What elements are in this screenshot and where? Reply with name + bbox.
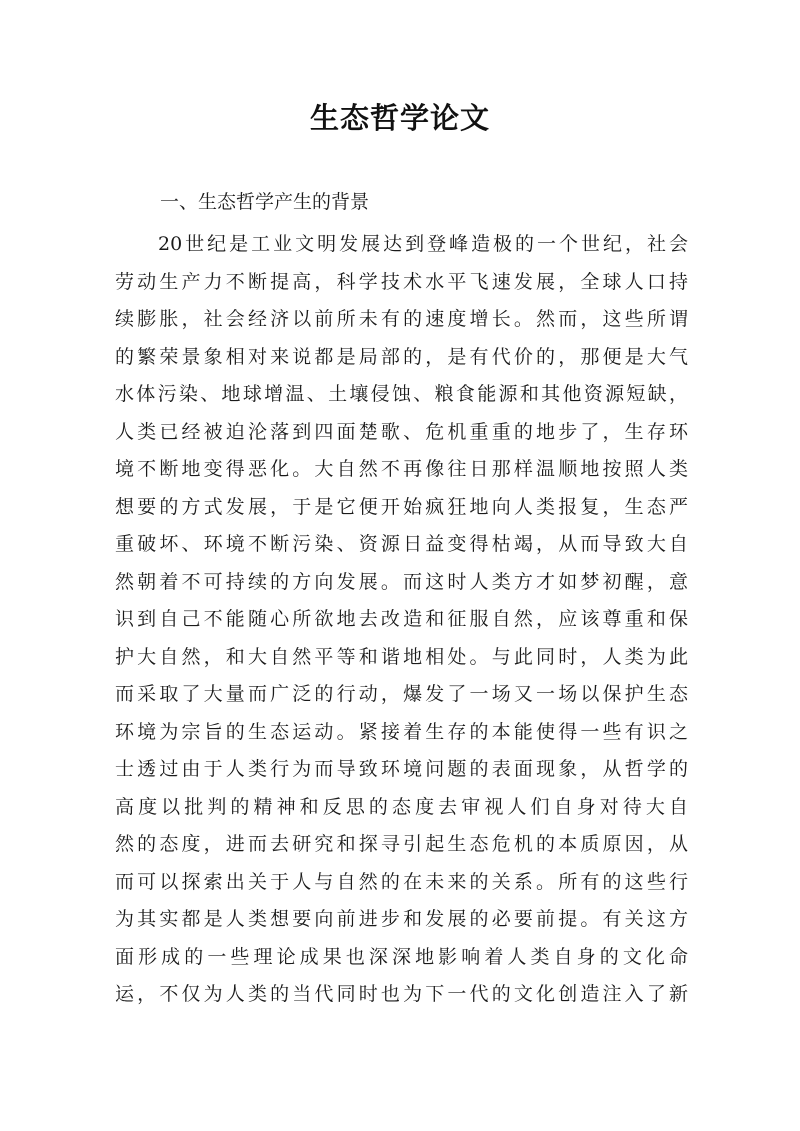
paragraph-line: 续膨胀，社会经济以前所未有的速度增长。然而，这些所谓 <box>115 308 688 330</box>
paragraph-line: 的繁荣景象相对来说都是局部的，是有代价的，那便是大气 <box>115 345 688 368</box>
paragraph-line: 面形成的一些理论成果也深深地影响着人类自身的文化命 <box>115 945 688 968</box>
paragraph-line: 为其实都是人类想要向前进步和发展的必要前提。有关这方 <box>115 908 688 930</box>
paragraph-line: 然的态度，进而去研究和探寻引起生态危机的本质原因，从 <box>115 833 688 855</box>
paragraph-line: 想要的方式发展，于是它便开始疯狂地向人类报复，生态严 <box>115 495 688 518</box>
paragraph-line: 护大自然，和大自然平等和谐地相处。与此同时，人类为此 <box>115 645 688 668</box>
paragraph-line: 而采取了大量而广泛的行动，爆发了一场又一场以保护生态 <box>115 683 688 705</box>
paragraph-line: 识到自己不能随心所欲地去改造和征服自然，应该尊重和保 <box>115 608 688 630</box>
paragraph-line: 运，不仅为人类的当代同时也为下一代的文化创造注入了新 <box>115 983 688 1005</box>
paragraph-line: 环境为宗旨的生态运动。紧接着生存的本能使得一些有识之 <box>115 720 688 743</box>
paragraph-line: 而可以探索出关于人与自然的在未来的关系。所有的这些行 <box>115 870 688 893</box>
document-title: 生态哲学论文 <box>309 101 490 135</box>
paragraph-line: 水体污染、地球增温、土壤侵蚀、粮食能源和其他资源短缺， <box>115 383 688 405</box>
paragraph-line: 高度以批判的精神和反思的态度去审视人们自身对待大自 <box>115 795 688 818</box>
paragraph-line: 然朝着不可持续的方向发展。而这时人类方才如梦初醒，意 <box>115 570 688 593</box>
paragraph-line: 士透过由于人类行为而导致环境问题的表面现象，从哲学的 <box>115 758 688 780</box>
paragraph-line: 20世纪是工业文明发展达到登峰造极的一个世纪，社会 <box>158 233 688 255</box>
paragraph <box>115 226 688 1014</box>
section-heading: 一、生态哲学产生的背景 <box>160 191 370 213</box>
paragraph-line: 劳动生产力不断提高，科学技术水平飞速发展，全球人口持 <box>115 270 688 293</box>
paragraph-line: 重破坏、环境不断污染、资源日益变得枯竭，从而导致大自 <box>115 533 688 555</box>
paragraph-line: 境不断地变得恶化。大自然不再像往日那样温顺地按照人类 <box>115 458 688 480</box>
paragraph-line: 人类已经被迫沦落到四面楚歌、危机重重的地步了，生存环 <box>115 420 688 443</box>
